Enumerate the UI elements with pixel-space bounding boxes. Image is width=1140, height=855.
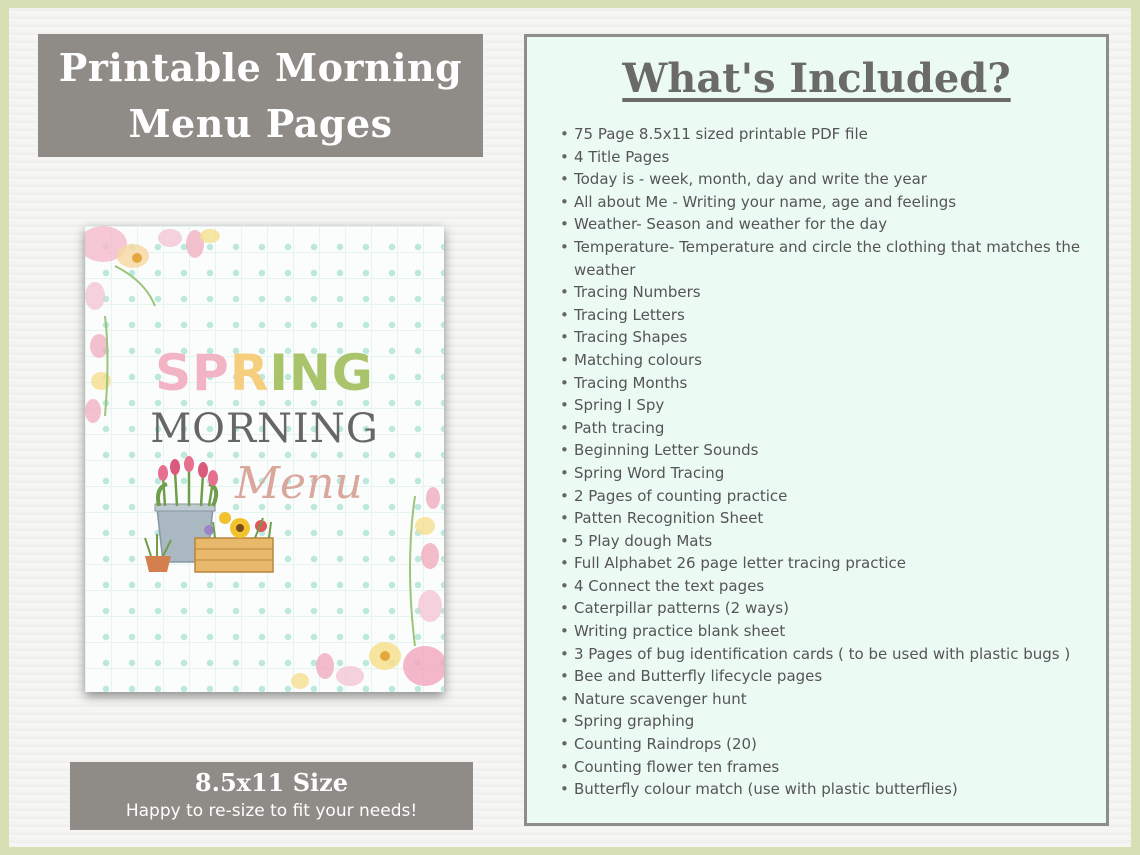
size-banner xyxy=(70,762,473,830)
list-item: • 2 Pages of counting practice xyxy=(560,485,1100,508)
size-title: 8.5x11 Size xyxy=(194,768,349,797)
spring-letter: S xyxy=(155,344,193,402)
list-item: • Full Alphabet 26 page letter tracing practice xyxy=(560,552,1100,575)
list-item: • Spring Word Tracing xyxy=(560,462,1100,485)
spring-letter: N xyxy=(288,344,332,402)
cover-spring-word xyxy=(85,344,444,402)
list-item: • Tracing Letters xyxy=(560,304,1100,327)
list-item: • 3 Pages of bug identification cards ( to be used with plastic bugs ) xyxy=(560,643,1100,666)
list-item: • Patten Recognition Sheet xyxy=(560,507,1100,530)
list-item: • Counting flower ten frames xyxy=(560,756,1100,779)
list-item: • Bee and Butterfly lifecycle pages xyxy=(560,665,1100,688)
spring-letter: R xyxy=(229,344,270,402)
list-item: • Caterpillar patterns (2 ways) xyxy=(560,597,1100,620)
list-item: • Temperature- Temperature and circle the clothing that matches the weather xyxy=(560,236,1100,281)
list-item: • Tracing Shapes xyxy=(560,326,1100,349)
cover-menu-word: Menu xyxy=(235,458,363,509)
whats-included-title: What's Included? xyxy=(622,55,1011,102)
included-list xyxy=(560,123,1100,801)
bottom-right-flowers xyxy=(291,487,444,689)
list-item: • Beginning Letter Sounds xyxy=(560,439,1100,462)
list-item: • All about Me - Writing your name, age and feelings xyxy=(560,191,1100,214)
list-item: • Path tracing xyxy=(560,417,1100,440)
list-item: • Matching colours xyxy=(560,349,1100,372)
size-subtitle: Happy to re-size to fit your needs! xyxy=(125,801,418,821)
list-item: • 4 Connect the text pages xyxy=(560,575,1100,598)
spring-letter: G xyxy=(331,344,374,402)
spring-letter: P xyxy=(192,344,230,402)
list-item: • Spring I Spy xyxy=(560,394,1100,417)
list-item: • 75 Page 8.5x11 sized printable PDF file xyxy=(560,123,1100,146)
spring-letter: I xyxy=(269,344,289,402)
list-item: • Spring graphing xyxy=(560,710,1100,733)
list-item: • Today is - week, month, day and write the year xyxy=(560,168,1100,191)
title-banner xyxy=(38,34,483,157)
list-item: • Butterfly colour match (use with plastic butterflies) xyxy=(560,778,1100,801)
whats-included-panel xyxy=(524,34,1109,826)
title-line-2: Menu Pages xyxy=(128,100,393,146)
cover-morning-word: MORNING xyxy=(150,406,379,452)
cover-preview xyxy=(85,226,444,692)
list-item: • Weather- Season and weather for the day xyxy=(560,213,1100,236)
list-item: • Tracing Numbers xyxy=(560,281,1100,304)
list-item: • 4 Title Pages xyxy=(560,146,1100,169)
list-item: • Counting Raindrops (20) xyxy=(560,733,1100,756)
title-line-1: Printable Morning xyxy=(58,44,463,90)
page-title xyxy=(59,40,462,152)
list-item: • 5 Play dough Mats xyxy=(560,530,1100,553)
list-item: • Nature scavenger hunt xyxy=(560,688,1100,711)
list-item: • Writing practice blank sheet xyxy=(560,620,1100,643)
list-item: • Tracing Months xyxy=(560,372,1100,395)
